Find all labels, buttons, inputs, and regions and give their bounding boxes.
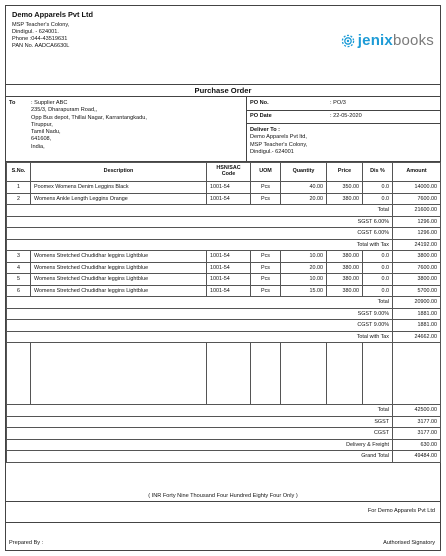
amount-in-words: ( INR Forty Nine Thousand Four Hundred Eighty Four Only ) xyxy=(6,490,440,502)
summary-total-label: Total xyxy=(7,405,393,417)
deliver-to-label: Deliver To : xyxy=(250,127,281,133)
price-cell: 350.00 xyxy=(327,182,363,194)
cgst-value: 1296.00 xyxy=(393,228,441,240)
discount-cell: 0.0 xyxy=(363,262,393,274)
summary-row xyxy=(7,439,441,451)
quantity-cell: 15.00 xyxy=(281,285,327,297)
amount-cell: 5700.00 xyxy=(393,285,441,297)
summary-row xyxy=(7,405,441,417)
document-header xyxy=(6,6,440,84)
total-with-tax-label: Total with Tax xyxy=(7,239,393,251)
table-row xyxy=(7,251,441,263)
delivery-freight-label: Delivery & Freight xyxy=(7,439,393,451)
discount-cell: 0.0 xyxy=(363,285,393,297)
sno-cell: 5 xyxy=(7,274,31,286)
divider xyxy=(6,522,440,523)
table-row xyxy=(7,285,441,297)
company-address-line: MSP Teacher's Colony, xyxy=(12,21,70,28)
hsn-cell: 1001-54 xyxy=(207,262,251,274)
summary-total-value: 42500.00 xyxy=(393,405,441,417)
table-row xyxy=(7,274,441,286)
uom-cell: Pcs xyxy=(251,262,281,274)
prepared-by-label: Prepared By : xyxy=(9,540,44,546)
supplier-address-line: Tiruppur, xyxy=(31,121,53,128)
subtotal-row xyxy=(7,297,441,309)
tax-row xyxy=(7,228,441,240)
amount-cell: 3800.00 xyxy=(393,251,441,263)
total-with-tax-row xyxy=(7,331,441,343)
price-cell: 380.00 xyxy=(327,285,363,297)
tax-row xyxy=(7,216,441,228)
column-header: Description xyxy=(31,163,207,182)
description-cell: Womens Stretched Chudidhar leggins Lightblue xyxy=(31,251,207,263)
price-cell: 380.00 xyxy=(327,274,363,286)
company-name: Demo Apparels Pvt Ltd xyxy=(12,10,94,19)
supplier-address-line: India, xyxy=(31,143,45,150)
company-pan: PAN No. AADCA6630L xyxy=(12,42,70,49)
company-phone: Phone :044-43519631 xyxy=(12,35,68,42)
deliver-to-line: MSP Teacher's Colony, xyxy=(250,141,308,148)
divider xyxy=(246,97,247,161)
address-section xyxy=(6,97,440,162)
sno-cell: 4 xyxy=(7,262,31,274)
subtotal-row xyxy=(7,205,441,217)
discount-cell: 0.0 xyxy=(363,193,393,205)
quantity-cell: 10.00 xyxy=(281,274,327,286)
total-label: Total xyxy=(7,297,393,309)
sgst-label: SGST 6.00% xyxy=(7,216,393,228)
quantity-cell: 40.00 xyxy=(281,182,327,194)
summary-cgst-value: 3177.00 xyxy=(393,428,441,440)
company-block xyxy=(12,11,93,50)
cgst-label: CGST 9.00% xyxy=(7,320,393,332)
quantity-cell: 10.00 xyxy=(281,251,327,263)
discount-cell: 0.0 xyxy=(363,274,393,286)
sno-cell: 3 xyxy=(7,251,31,263)
grand-total-value: 49484.00 xyxy=(393,451,441,463)
hsn-cell: 1001-54 xyxy=(207,285,251,297)
items-table xyxy=(6,162,441,463)
uom-cell: Pcs xyxy=(251,193,281,205)
price-cell: 380.00 xyxy=(327,262,363,274)
hsn-cell: 1001-54 xyxy=(207,182,251,194)
deliver-to-block xyxy=(250,127,307,156)
uom-cell: Pcs xyxy=(251,274,281,286)
summary-row xyxy=(7,428,441,440)
amount-cell: 3800.00 xyxy=(393,274,441,286)
for-company-text: For Demo Apparels Pvt Ltd xyxy=(367,508,435,514)
tax-row xyxy=(7,308,441,320)
amount-cell: 7600.00 xyxy=(393,262,441,274)
amount-cell: 7600.00 xyxy=(393,193,441,205)
total-label: Total xyxy=(7,205,393,217)
price-cell: 380.00 xyxy=(327,251,363,263)
deliver-to-line: Dindigul.- 624001 xyxy=(250,148,294,155)
logo-text-jenix: jenix xyxy=(357,32,393,49)
hsn-cell: 1001-54 xyxy=(207,251,251,263)
sgst-value: 1296.00 xyxy=(393,216,441,228)
discount-cell: 0.0 xyxy=(363,182,393,194)
table-row xyxy=(7,182,441,194)
cgst-label: CGST 6.00% xyxy=(7,228,393,240)
column-header: HSN/SAC Code xyxy=(207,163,251,182)
divider xyxy=(246,123,440,124)
quantity-cell: 20.00 xyxy=(281,262,327,274)
quantity-cell: 20.00 xyxy=(281,193,327,205)
total-with-tax-value: 24662.00 xyxy=(393,331,441,343)
authorised-signatory-label: Authorised Signatory xyxy=(383,540,435,546)
column-header: Price xyxy=(327,163,363,182)
jenixbooks-logo xyxy=(340,32,434,50)
po-date-value: : 22-05-2020 xyxy=(330,113,362,119)
supplier-address-line: 641608, xyxy=(31,136,52,143)
total-with-tax-row xyxy=(7,239,441,251)
po-number-value: : PO/3 xyxy=(330,100,346,106)
total-with-tax-label: Total with Tax xyxy=(7,331,393,343)
divider xyxy=(246,110,440,111)
logo-text-books: books xyxy=(392,32,434,49)
hsn-cell: 1001-54 xyxy=(207,193,251,205)
sno-cell: 2 xyxy=(7,193,31,205)
summary-sgst-value: 3177.00 xyxy=(393,416,441,428)
po-number-label: PO No. xyxy=(250,100,269,106)
summary-sgst-label: SGST xyxy=(7,416,393,428)
gear-logo-icon xyxy=(340,33,356,49)
total-value: 21600.00 xyxy=(393,205,441,217)
uom-cell: Pcs xyxy=(251,251,281,263)
total-value: 20900.00 xyxy=(393,297,441,309)
hsn-cell: 1001-54 xyxy=(207,274,251,286)
grand-total-row xyxy=(7,451,441,463)
description-cell: Womens Stretched Chudidhar leggins Lightblue xyxy=(31,274,207,286)
column-header: S.No. xyxy=(7,163,31,182)
column-header: Quantity xyxy=(281,163,327,182)
po-date-label: PO Date xyxy=(250,113,272,119)
purchase-order-page xyxy=(5,5,441,551)
total-with-tax-value: 24192.00 xyxy=(393,239,441,251)
sgst-label: SGST 9.00% xyxy=(7,308,393,320)
deliver-to-line: Demo Apparels Pvt ltd, xyxy=(250,134,307,141)
discount-cell: 0.0 xyxy=(363,251,393,263)
document-title: Purchase Order xyxy=(6,84,440,97)
summary-cgst-label: CGST xyxy=(7,428,393,440)
grand-total-label: Grand Total xyxy=(7,451,393,463)
table-row xyxy=(7,262,441,274)
sno-cell: 1 xyxy=(7,182,31,194)
uom-cell: Pcs xyxy=(251,285,281,297)
cgst-value: 1881.00 xyxy=(393,320,441,332)
description-cell: Poomex Womens Denim Leggins Black xyxy=(31,182,207,194)
column-header: Dis % xyxy=(363,163,393,182)
supplier-address-line: 235/3, Dharapuram Road,, xyxy=(31,107,98,114)
sgst-value: 1881.00 xyxy=(393,308,441,320)
tax-row xyxy=(7,320,441,332)
supplier-address-line: Tamil Nadu, xyxy=(31,129,61,136)
uom-cell: Pcs xyxy=(251,182,281,194)
table-header-row xyxy=(7,163,441,182)
description-cell: Womens Stretched Chudidhar leggins Lightblue xyxy=(31,285,207,297)
table-row xyxy=(7,193,441,205)
price-cell: 380.00 xyxy=(327,193,363,205)
column-header: UOM xyxy=(251,163,281,182)
column-header: Amount xyxy=(393,163,441,182)
supplier-address-line: Opp Bus depot, Thillai Nagar, Karrantangkadu, xyxy=(31,114,147,121)
to-label: To xyxy=(9,100,16,106)
sno-cell: 6 xyxy=(7,285,31,297)
description-cell: Womens Stretched Chudidhar leggins Lightblue xyxy=(31,262,207,274)
supplier-name: : Supplier ABC xyxy=(31,100,68,106)
blank-row xyxy=(7,343,441,405)
summary-row xyxy=(7,416,441,428)
company-address-line: Dindigul. - 624001. xyxy=(12,28,59,35)
amount-cell: 14000.00 xyxy=(393,182,441,194)
delivery-freight-value: 630.00 xyxy=(393,439,441,451)
description-cell: Womens Ankle Length Leggins Orange xyxy=(31,193,207,205)
supplier-address xyxy=(31,100,147,151)
